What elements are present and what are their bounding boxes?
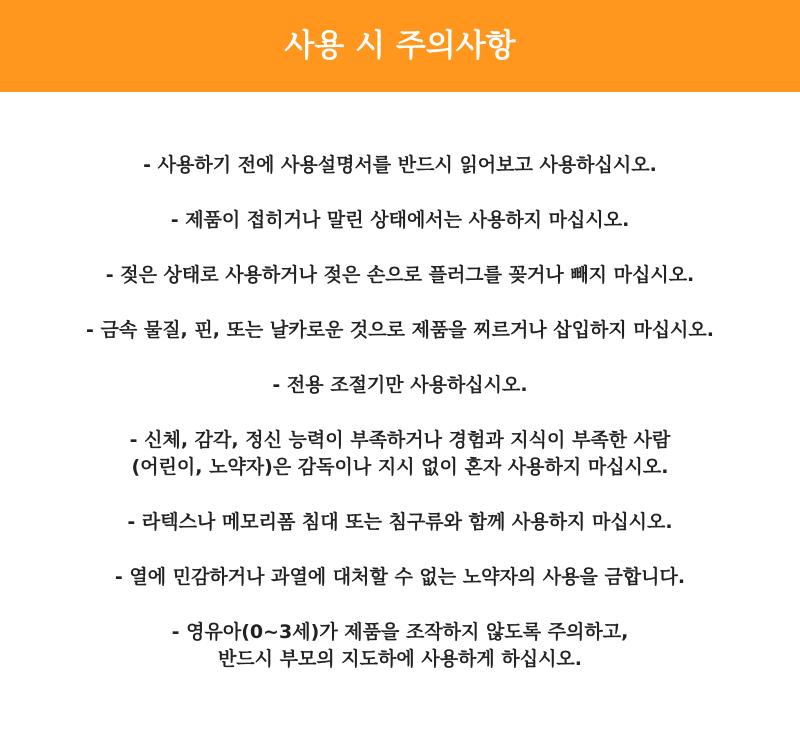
precaution-text: - 라텍스나 메모리폼 침대 또는 침구류와 함께 사용하지 마십시오. — [127, 511, 673, 533]
precaution-item — [106, 262, 695, 289]
precaution-item — [171, 207, 630, 234]
precaution-item — [115, 564, 685, 591]
precaution-text: - 신체, 감각, 정신 능력이 부족하거나 경험과 지식이 부족한 사람 — [129, 429, 671, 451]
precaution-text: - 열에 민감하거나 과열에 대처할 수 없는 노약자의 사용을 금합니다. — [114, 566, 686, 588]
precaution-text: - 금속 물질, 핀, 또는 날카로운 것으로 제품을 찌르거나 삽입하지 마십시오. — [86, 319, 714, 341]
page-header — [0, 0, 800, 92]
precaution-text: - 제품이 접히거나 말린 상태에서는 사용하지 마십시오. — [170, 209, 630, 231]
precaution-text: - 전용 조절기만 사용하십시오. — [272, 374, 528, 396]
precaution-item — [130, 427, 671, 481]
precaution-text-continued: (어린이, 노약자)은 감독이나 지시 없이 혼자 사용하지 마십시오. — [131, 456, 669, 478]
page-title: 사용 시 주의사항 — [284, 27, 516, 64]
precautions-list — [0, 92, 800, 701]
precaution-item — [143, 152, 657, 179]
precaution-text: - 젖은 상태로 사용하거나 젖은 손으로 플러그를 꽂거나 빼지 마십시오. — [105, 264, 695, 286]
precaution-text: - 영유아(0~3세)가 제품을 조작하지 않도록 주의하고, — [171, 621, 629, 643]
precaution-text-continued: 반드시 부모의 지도하에 사용하게 하십시오. — [217, 648, 583, 670]
precaution-text: - 사용하기 전에 사용설명서를 반드시 읽어보고 사용하십시오. — [143, 154, 657, 176]
precaution-item — [172, 619, 629, 673]
precaution-item — [272, 372, 527, 399]
precaution-item — [86, 317, 714, 344]
precaution-item — [127, 509, 672, 536]
